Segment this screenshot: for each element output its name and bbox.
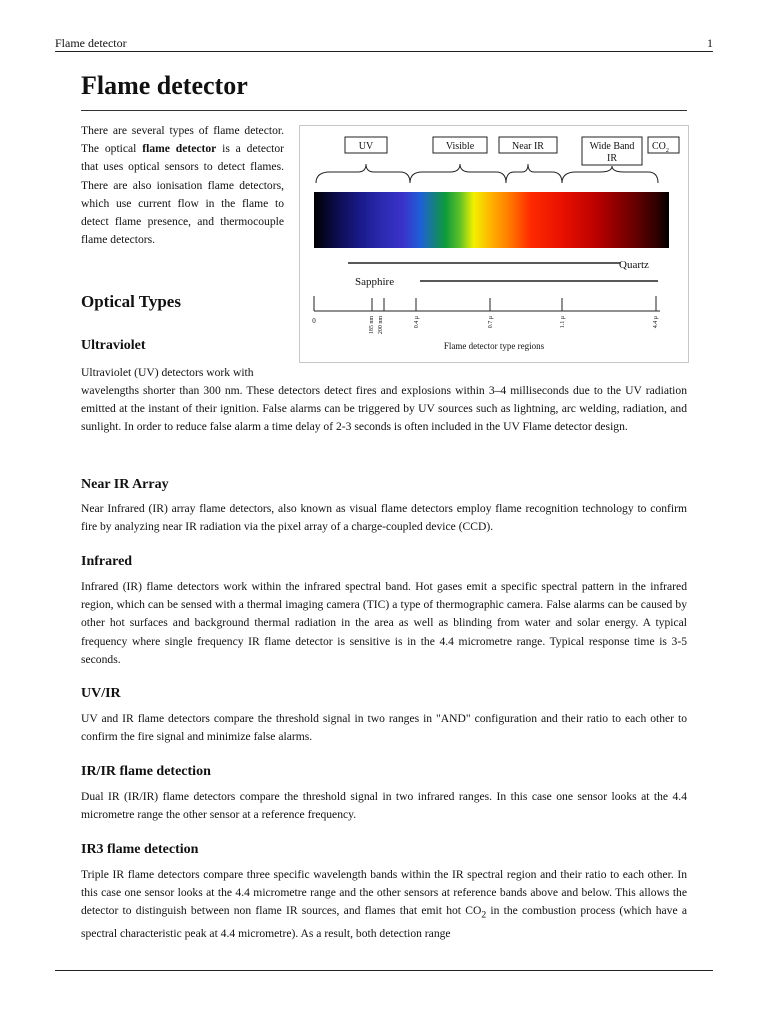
label-quartz: Quartz [619,259,649,271]
scale-label-185nm: 185 nm [369,316,375,335]
ultraviolet-first-line: Ultraviolet (UV) detectors work with [81,366,254,379]
infrared-paragraph: Infrared (IR) flame detectors work within the infrared spectral band. Hot gases emit a specific spectral pattern in the infrared region, which can be sensed with a thermal imaging camera (TIC) a type of thermographic camera. False alarms can be caused by other hot surfaces and background thermal radiation in the area as well as blinding from water and solar energy. A typical frequency where single frequency IR flame detector is sensitive is in the 4.4 micrometre range. Typical response time is 3-5 seconds. [81,580,687,666]
optical-types-heading: Optical Types [81,292,181,311]
band-visible: Visible [445,141,475,152]
intro-bold-term: flame detector [142,142,217,156]
page-title: Flame detector [81,71,248,100]
scale-label-07: 0.7 μ [488,316,494,329]
irir-heading: IR/IR flame detection [81,764,211,779]
irir-paragraph: Dual IR (IR/IR) flame detectors compare the threshold signal in two infrared ranges. In this case one sensor looks at the 4.4 micrometre range the other sensor at a reference frequency. [81,790,687,822]
ir3-subscript: 2 [481,909,487,921]
band-near-ir: Near IR [512,141,544,152]
running-header-title: Flame detector [55,36,127,50]
scale-label-11: 1.1 μ [560,316,566,329]
infrared-heading: Infrared [81,554,133,569]
ir3-text-b: in the combustion process (which have a spectral characteristic peak at 4.4 micrometre). As a result, both detection range [81,904,687,940]
near-ir-heading: Near IR Array [81,477,169,492]
figure-caption: Flame detector type regions [443,341,545,351]
ir3-paragraph [81,866,687,943]
band-co2 [652,141,669,154]
scale-label-04: 0.4 μ [414,316,420,329]
color-spectrum-bar [314,192,669,248]
footer-rule [55,970,713,971]
label-sapphire: Sapphire [355,276,395,288]
intro-paragraph [81,122,284,249]
near-ir-brace [506,164,562,183]
scale-label-0: 0 [312,317,316,325]
scale-label-44: 4.4 μ [653,316,659,329]
intro-text-after: is a detector that uses optical sensors to detect flames. There are also ionisation flame detectors, which use current flow in the flame to detect flame presence, and thermocouple flame detectors. [81,142,284,247]
band-co2-text: CO [652,141,666,152]
ir3-text-a: Triple IR flame detectors compare three specific wavelength bands within the IR spectral region and their ratio to each other. In this case one sensor looks at the 4.4 micrometre range and the other sensors at reference bands above and below. This allows the detector to distinguish between non flame IR sources, and flames that emit hot CO [81,868,687,918]
visible-brace [410,164,506,183]
title-rule [81,110,687,111]
flame-detector-figure [299,125,689,363]
scale-label-200nm: 200 nm [378,316,384,335]
band-co2-subscript: 2 [665,148,669,154]
uv-brace [316,164,410,183]
page-number: 1 [707,36,713,50]
band-wide-band: Wide Band [589,141,635,152]
band-ir: IR [607,153,617,164]
wide-band-brace [562,166,658,183]
near-ir-paragraph: Near Infrared (IR) array flame detectors, also known as visual flame detectors employ flame recognition technology to confirm fire by analyzing near IR radiation via the pixel array of a charge-coupled device (CCD). [81,502,687,534]
intro-text-before: There are several types of flame detector. The optical [81,124,284,156]
header-rule [55,51,713,52]
uvir-paragraph: UV and IR flame detectors compare the threshold signal in two ranges in "AND" configuration and their ratio to each other to confirm the fire signal and minimize false alarms. [81,712,687,744]
ultraviolet-paragraph: wavelengths shorter than 300 nm. These detectors detect fires and explosions within 3–4 milliseconds due to the UV radiation emitted at the instant of their ignition. False alarms can be triggered by UV sources such as lightning, arc welding, radiation, and sunlight. In order to reduce false alarm a time delay of 2-3 seconds is often included in the UV Flame detector design. [81,384,687,434]
ultraviolet-heading: Ultraviolet [81,338,146,353]
uvir-heading: UV/IR [81,686,121,701]
band-uv: UV [358,141,374,152]
running-header [55,36,713,52]
ir3-heading: IR3 flame detection [81,842,199,857]
